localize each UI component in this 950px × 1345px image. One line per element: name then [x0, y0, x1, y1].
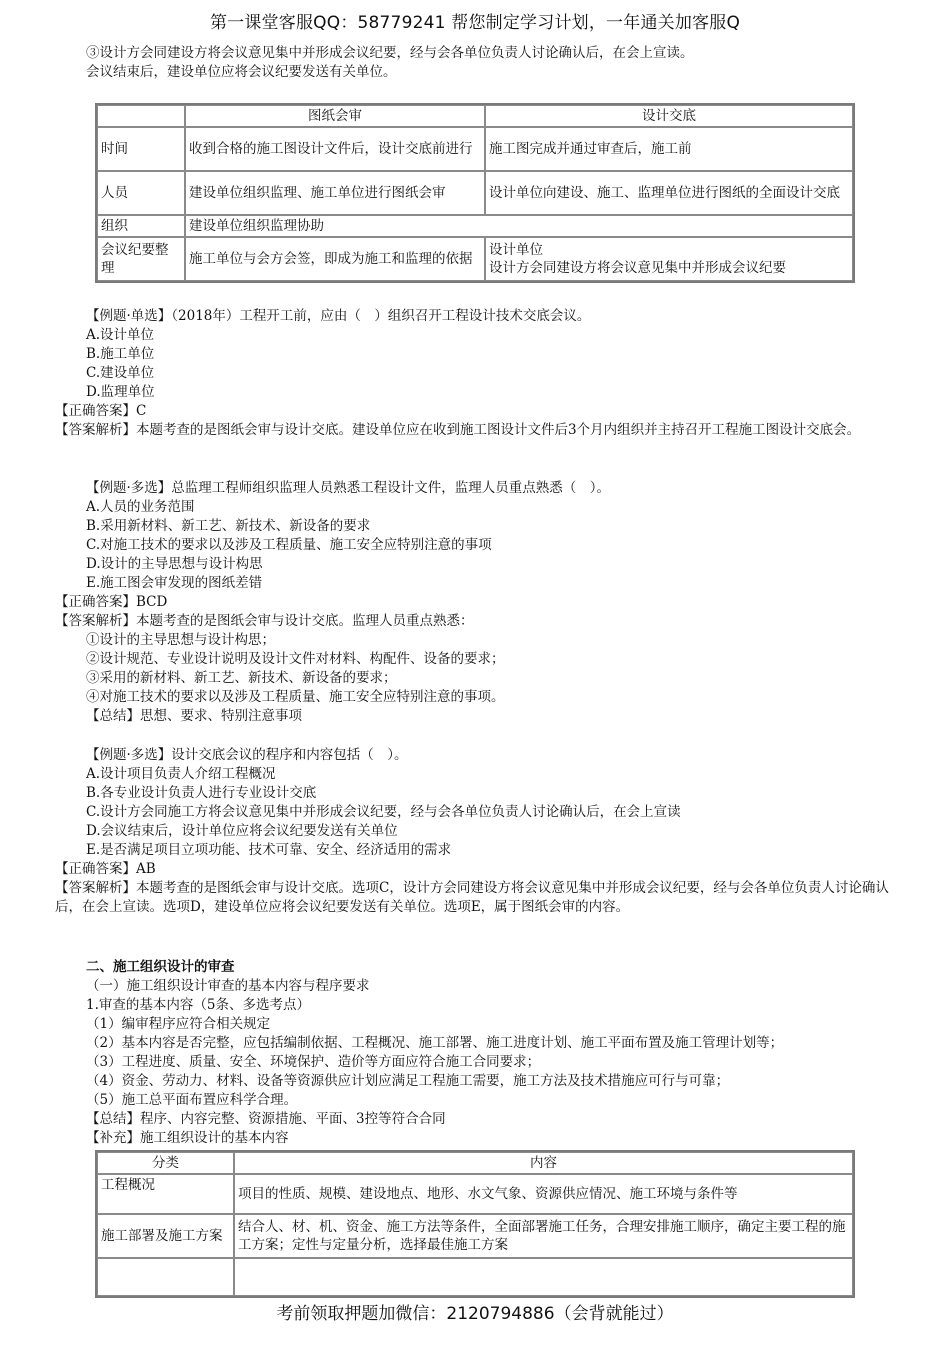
table-header-review: 图纸会审 [185, 105, 485, 127]
table-row [97, 1214, 853, 1258]
table-row [97, 127, 853, 171]
row-label: 施工部署及施工方案 [97, 1214, 234, 1258]
section-summary: 【总结】程序、内容完整、资源措施、平面、3控等符合合同 [86, 1111, 446, 1127]
q2-point-4: ④对施工技术的要求以及涉及工程质量、施工安全应特别注意的事项。 [86, 689, 505, 705]
table-header-briefing: 设计交底 [485, 105, 853, 127]
q3-option-e: E.是否满足项目立项功能、技术可靠、安全、经济适用的需求 [86, 842, 452, 858]
cell-merged: 建设单位组织监理协助 [185, 215, 853, 237]
table-header-category: 分类 [97, 1152, 234, 1174]
q2-stem: 【例题·多选】总监理工程师组织监理人员熟悉工程设计文件，监理人员重点熟悉（ ）。 [86, 480, 611, 496]
cell-review: 收到合格的施工图设计文件后，设计交底前进行 [185, 127, 485, 171]
cell-review: 施工单位与会方会签，即成为施工和监理的依据 [185, 237, 485, 281]
row-content: 结合人、材、机、资金、施工方法等条件，全面部署施工任务，合理安排施工顺序，确定主要工程的施工方案；定性与定量分析，选择最佳施工方案 [234, 1214, 853, 1258]
cell-briefing: 施工图完成并通过审查后，施工前 [485, 127, 853, 171]
cell-briefing-line-2: 设计方会同建设方将会议意见集中并形成会议纪要 [489, 260, 786, 276]
intro-line-2: 会议结束后，建设单位应将会议纪要发送有关单位。 [86, 64, 397, 80]
section-title: 二、施工组织设计的审查 [86, 959, 235, 975]
cell-briefing: 设计单位向建设、施工、监理单位进行图纸的全面设计交底 [485, 171, 853, 215]
table-row [97, 237, 853, 281]
q3-option-a: A.设计项目负责人介绍工程概况 [86, 766, 276, 782]
q3-option-d: D.会议结束后，设计单位应将会议纪要发送有关单位 [86, 823, 398, 839]
row-label-empty [97, 1258, 234, 1296]
table-row [97, 171, 853, 215]
row-content: 项目的性质、规模、建设地点、地形、水文气象、资源供应情况、施工环境与条件等 [234, 1174, 853, 1214]
q3-option-b: B.各专业设计负责人进行专业设计交底 [86, 785, 317, 801]
q1-answer: 【正确答案】C [55, 403, 147, 419]
page-header: 第一课堂客服QQ：58779241 帮您制定学习计划，一年通关加客服Q [209, 13, 741, 33]
table-row [97, 215, 853, 237]
section-point-1: （1）编审程序应符合相关规定 [86, 1016, 271, 1032]
q1-option-a: A.设计单位 [86, 327, 155, 343]
intro-line-1: ③设计方会同建设方将会议意见集中并形成会议纪要，经与会各单位负责人讨论确认后，在会上宣读。 [86, 45, 694, 61]
q3-answer: 【正确答案】AB [55, 861, 156, 877]
row-content-empty [234, 1258, 853, 1296]
table-row [97, 1258, 853, 1296]
q2-summary: 【总结】思想、要求、特别注意事项 [86, 708, 302, 724]
table-header-blank [97, 105, 185, 127]
section-point-2: （2）基本内容是否完整，应包括编制依据、工程概况、施工部署、施工进度计划、施工平面布置及施工管理计划等； [86, 1035, 784, 1051]
row-label: 组织 [97, 215, 185, 237]
q1-analysis: 【答案解析】本题考查的是图纸会审与设计交底。建设单位应在收到施工图设计文件后3个月内组织并主持召开工程施工图设计交底会。 [55, 422, 861, 438]
q3-analysis: 【答案解析】本题考查的是图纸会审与设计交底。选项C，设计方会同建设方将会议意见集中并形成会议纪要，经与会各单位负责人讨论确认后，在会上宣读。选项D，建设单位应将会议纪要发送有关单位。选项E，属于图纸会审的内容。 [55, 880, 889, 915]
q2-point-1: ①设计的主导思想与设计构思； [86, 632, 275, 648]
q2-point-3: ③采用的新材料、新工艺、新技术、新设备的要求； [86, 670, 397, 686]
org-design-content-table [95, 1150, 855, 1298]
section-item: 1.审查的基本内容（5条、多选考点） [86, 997, 310, 1013]
table-header-content: 内容 [234, 1152, 853, 1174]
section-subtitle: （一）施工组织设计审查的基本内容与程序要求 [86, 978, 370, 994]
q2-option-e: E.施工图会审发现的图纸差错 [86, 575, 263, 591]
row-label: 会议纪要整理 [97, 237, 185, 281]
section-point-5: （5）施工总平面布置应科学合理。 [86, 1092, 298, 1108]
cell-briefing [485, 237, 853, 281]
q3-stem: 【例题·多选】设计交底会议的程序和内容包括（ ）。 [86, 747, 408, 763]
section-point-4: （4）资金、劳动力、材料、设备等资源供应计划应满足工程施工需要，施工方法及技术措施应可行与可靠； [86, 1073, 730, 1089]
q3-option-c: C.设计方会同施工方将会议意见集中并形成会议纪要，经与会各单位负责人讨论确认后，在会上宣读 [86, 804, 681, 820]
cell-briefing-line-1: 设计单位 [489, 242, 543, 258]
row-label: 工程概况 [97, 1174, 234, 1214]
review-vs-briefing-table [95, 103, 855, 283]
q2-option-d: D.设计的主导思想与设计构思 [86, 556, 263, 572]
q1-option-c: C.建设单位 [86, 365, 155, 381]
row-label: 时间 [97, 127, 185, 171]
page-footer: 考前领取押题加微信：2120794886（会背就能过） [276, 1304, 674, 1324]
section-supplement: 【补充】施工组织设计的基本内容 [86, 1130, 289, 1146]
q2-analysis: 【答案解析】本题考查的是图纸会审与设计交底。监理人员重点熟悉： [55, 613, 474, 629]
section-point-3: （3）工程进度、质量、安全、环境保护、造价等方面应符合施工合同要求； [86, 1054, 541, 1070]
table-row [97, 1174, 853, 1214]
row-label: 人员 [97, 171, 185, 215]
q1-option-b: B.施工单位 [86, 346, 155, 362]
cell-review: 建设单位组织监理、施工单位进行图纸会审 [185, 171, 485, 215]
q2-option-c: C.对施工技术的要求以及涉及工程质量、施工安全应特别注意的事项 [86, 537, 492, 553]
q1-option-d: D.监理单位 [86, 384, 155, 400]
q2-answer: 【正确答案】BCD [55, 594, 168, 610]
q1-stem: 【例题·单选】（2018年）工程开工前，应由（ ）组织召开工程设计技术交底会议。 [86, 308, 591, 324]
q2-option-b: B.采用新材料、新工艺、新技术、新设备的要求 [86, 518, 371, 534]
q2-option-a: A.人员的业务范围 [86, 499, 195, 515]
q2-point-2: ②设计规范、专业设计说明及设计文件对材料、构配件、设备的要求； [86, 651, 505, 667]
